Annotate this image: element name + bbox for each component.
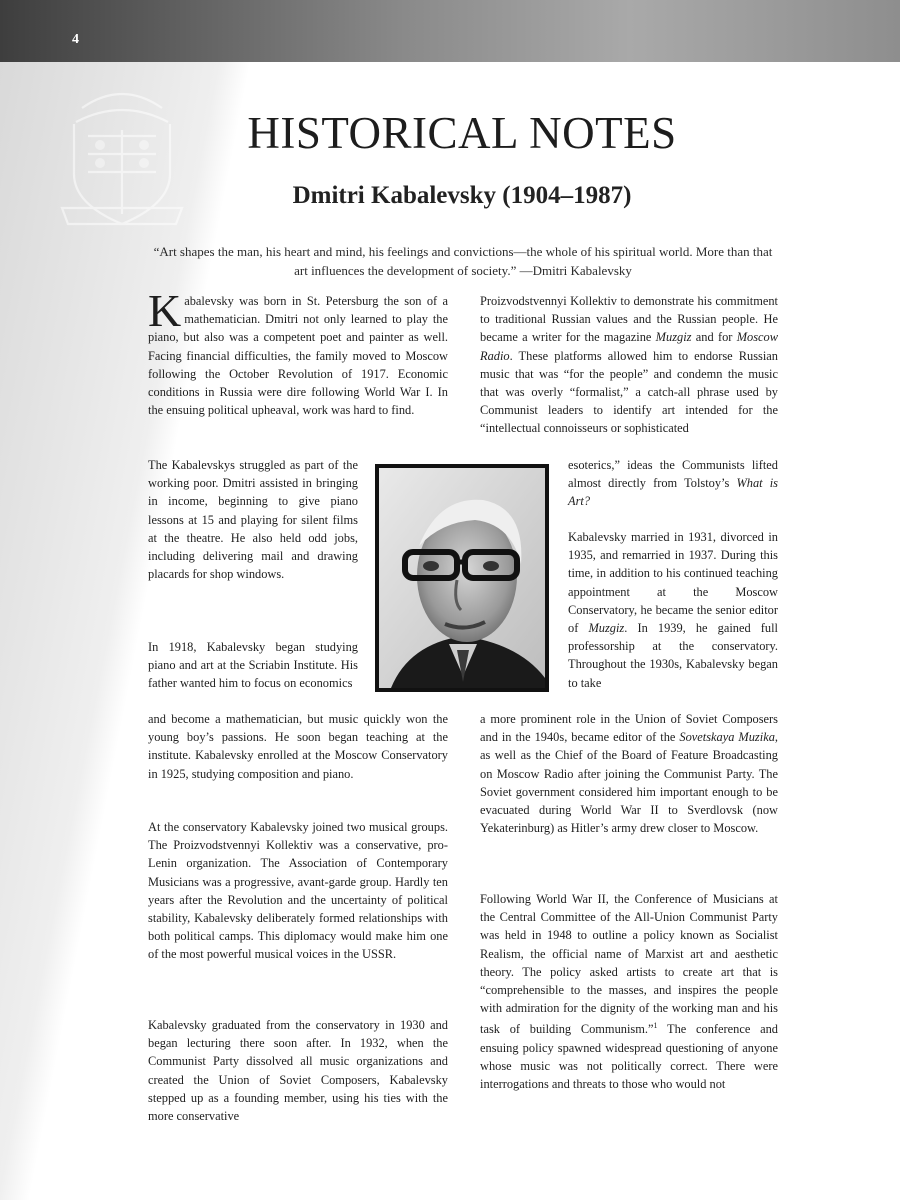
crest-emblem-icon (52, 74, 192, 234)
portrait-photo-icon (379, 468, 545, 688)
italic-title: Sovetskaya Muzika (679, 730, 775, 745)
italic-title: What is Art? (568, 476, 778, 509)
page-title: HISTORICAL NOTES (247, 108, 677, 158)
paragraph-musical-groups: At the conservatory Kabalevsky joined two musical groups. The Proizvodstvennyi Kollektiv was a conservative, pro-Lenin organization. The Association of Contemporary Musicians was a progressive, avant-garde group. Hardly ten years after the Revolution and the uncertainty of political stability, Kabalevsky deliberately formed relationships with both political camps. This diplomacy would make him one of the most powerful musical voices in the USSR. (148, 820, 448, 962)
paragraph-text: . In 1939, he gained full professorship at the conservatory. Throughout the 1930s, Kabalevsky began to take (568, 621, 779, 690)
paragraph-text: . These platforms allowed him to endorse Russian music that was “for the people” and condemn the music that was overly “formalist,” a catch-all phrase used by Communist leaders to identify art intended for the “intellectual connoisseurs or sophisticated (480, 348, 778, 436)
paragraph-text: Kabalevsky married in 1931, divorced in 1935, and remarried in 1937. During this time, in addition to his continued teaching appointment at the Moscow Conservatory, he became the senior editor of (568, 530, 778, 636)
paragraph-text: esoterics,” ideas the Communists lifted almost directly from Tolstoy’s (568, 458, 778, 491)
top-banner (0, 0, 900, 62)
paragraph-conservatory-enroll: and become a mathematician, but music quickly won the young boy’s passions. He soon began teaching at the institute. Kabalevsky enrolled at the Moscow Conservatory in 1925, studying composition and piano. (148, 712, 448, 781)
paragraph-scriabin: In 1918, Kabalevsky began studying piano and art at the Scriabin Institute. His father wanted him to focus on economics (148, 640, 358, 691)
paragraph-text: Proizvodstvennyi Kollektiv to demonstrate his commitment to traditional Russian values and the Russian people. He became a writer for the magazine (480, 294, 778, 345)
paragraph-writer (480, 292, 778, 438)
epigraph-quote: “Art shapes the man, his heart and mind, his feelings and convictions—the whole of his spiritual world. More than that art influences the development of society.” —Dmitri Kabalevsky (153, 244, 773, 278)
portrait-photo (375, 464, 549, 692)
paragraph-marriage (568, 528, 778, 692)
paragraph-text: and for (691, 330, 737, 345)
paragraph-union-founding: Kabalevsky graduated from the conservatory in 1930 and began lecturing there soon after. In 1932, when the Communist Party dissolved all music organizations and created the Union of Soviet Composers, Kabalevsky stepped up as a founding member, using his ties with the more conservative (148, 1018, 448, 1124)
paragraph-tolstoy (568, 456, 778, 511)
drop-cap: K (148, 285, 182, 336)
paragraph-socialist-realism (480, 890, 778, 1093)
italic-title: Muzgiz (655, 330, 692, 345)
paragraph-text: , as well as the Chief of the Board of Feature Broadcasting on Moscow Radio after joining the Communist Party. The Soviet government considered him important enough to be evacuated during World War II to Sverdlovsk (now Yekaterinburg) as Hitler’s army drew closer to Moscow. (480, 730, 778, 836)
page-subtitle: Dmitri Kabalevsky (1904–1987) (292, 182, 632, 209)
paragraph-text: a more prominent role in the Union of Soviet Composers and in the 1940s, became editor of the (480, 712, 778, 745)
paragraph-text: abalevsky was born in St. Petersburg the son of a mathematician. Dmitri not only learned to play the piano, but also was a competent poet and painter as well. Facing financial difficulties, the family moved to Moscow following the October Revolution of 1917. Economic conditions in Russia were dire following World War I. In the ensuing political upheaval, work was hard to find. (148, 294, 448, 418)
footnote-marker[interactable]: 1 (653, 1021, 658, 1031)
paragraph-working-poor: The Kabalevskys struggled as part of the working poor. Dmitri assisted in bringing in income, beginning to give piano lessons at 15 and playing for silent films at the theatre. He also held odd jobs, including delivering mail and drawing placards for shop windows. (148, 458, 358, 582)
paragraph-union-role (480, 710, 778, 837)
paragraph-birth (148, 285, 448, 419)
italic-title: Moscow Radio (480, 330, 778, 363)
italic-title: Muzgiz (588, 621, 625, 636)
page-number: 4 (72, 32, 79, 47)
paragraph-text: Following World War II, the Conference of Musicians at the Central Committee of the All-Union Communist Party was held in 1948 to outline a policy known as Socialist Realism, the official name of Marxist art and aesthetic theory. The policy asked artists to create art that is “comprehensible to the masses, and inspires the people with admiration for the dignity of the working man and his task of building Communism.” (480, 892, 778, 1037)
paragraph-text: The conference and ensuing policy spawned widespread questioning of anyone whose music was not politically correct. There were interrogations and threats to those who would not (480, 1022, 778, 1092)
